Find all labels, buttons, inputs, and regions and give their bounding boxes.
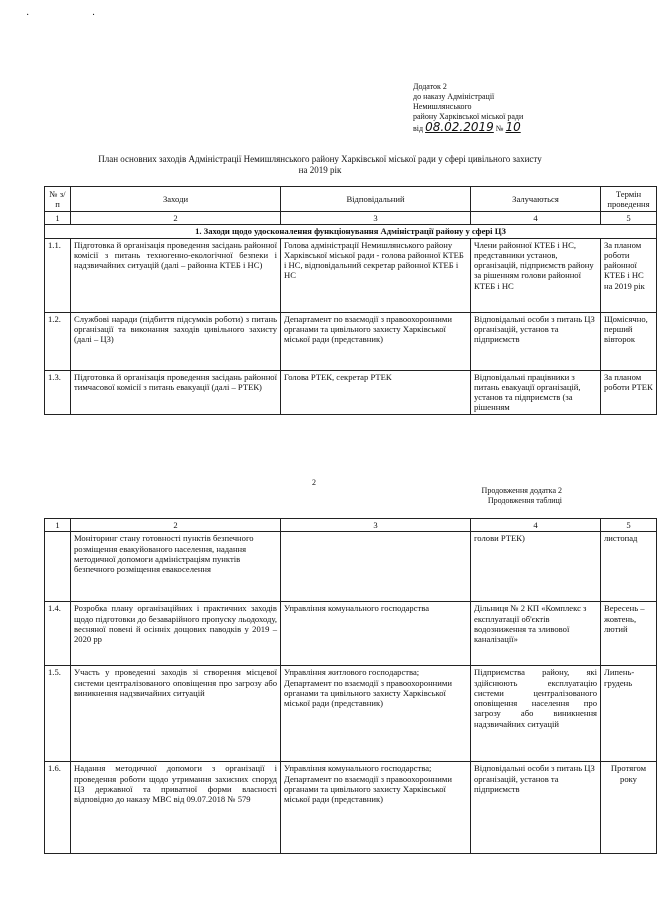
col-number: 2: [71, 212, 281, 225]
row-measure: Участь у проведенні заходів зі створення місцевої системи централізованого оповіщення про загрозу або виникнення надзвичайних ситуацій: [71, 666, 281, 762]
row-involved: Відповідальні особи з питань ЦЗ організацій, установ та підприємств: [471, 762, 601, 854]
row-involved: Підприємства району, які здійснюють експлуатацію системи централізованого оповіщення населення про загрозу або виникнення надзвичайних ситуацій: [471, 666, 601, 762]
row-involved: Відповідальні особи з питань ЦЗ організацій, установ та підприємств: [471, 312, 601, 370]
col-number: 2: [71, 519, 281, 532]
row-num: 1.5.: [45, 666, 71, 762]
row-measure: Моніторинг стану готовності пунктів безпечного розміщення евакуйованого населення, надання методичної допомоги адміністраціям пунктів безпечного розміщення евакоселення: [71, 532, 281, 602]
table-row: [45, 602, 657, 666]
row-num: 1.3.: [45, 370, 71, 414]
document-title: [40, 154, 600, 176]
row-term: За планом роботи РТЕК: [601, 370, 657, 414]
row-num: 1.4.: [45, 602, 71, 666]
header-measures: Заходи: [71, 187, 281, 212]
col-number: 1: [45, 212, 71, 225]
table-row: [45, 532, 657, 602]
continuation-note: [440, 486, 562, 506]
row-involved: Члени районної КТЕБ і НС, представники установ, організацій, підприємств району за рішенням голови районної КТЕБ і НС: [471, 238, 601, 312]
row-num: 1.2.: [45, 312, 71, 370]
row-involved: голови РТЕК): [471, 532, 601, 602]
column-numbers-row: [45, 212, 657, 225]
row-responsible: Управління комунального господарства; Департамент по взаємодії з правоохоронними органами та цивільного захисту Харківської міської ради (представник): [281, 762, 471, 854]
page-number: 2: [312, 478, 316, 487]
annex-district-line: Немишлянського: [413, 102, 472, 111]
row-involved: Відповідальні працівники з питань евакуації організацій, установ та підприємств (за рішенням: [471, 370, 601, 414]
row-involved: Дільниця № 2 КП «Комплекс з експлуатації об'єктів водозниження та зливової каналізації»: [471, 602, 601, 666]
row-responsible: Голова адміністрації Немишлянського району Харківської міської ради - голова районної КТЕБ і НС, відповідальний секретар районної КТЕБ і НС: [281, 238, 471, 312]
row-measure: Надання методичної допомоги з організації і проведення роботи щодо утримання захисних споруд ЦЗ державної та приватної форми власності відповідно до наказу МВС від 09.07.2018 № 579: [71, 762, 281, 854]
col-number: 4: [471, 519, 601, 532]
order-date: 08.02.2019: [425, 120, 494, 134]
row-responsible: [281, 532, 471, 602]
row-responsible: Департамент по взаємодії з правоохоронними органами та цивільного захисту Харківської міської ради (представник): [281, 312, 471, 370]
scan-specks: · ·: [26, 10, 126, 21]
row-term: Липень-грудень: [601, 666, 657, 762]
col-number: 5: [601, 519, 657, 532]
table-row: [45, 762, 657, 854]
col-number: 1: [45, 519, 71, 532]
row-responsible: Управління житлового господарства; Департамент по взаємодії з правоохоронними органами та цивільного захисту Харківської міської ради (представник): [281, 666, 471, 762]
row-term: Вересень – жовтень, лютий: [601, 602, 657, 666]
annex-header: [413, 82, 523, 134]
table-row: [45, 370, 657, 414]
annex-order-line: до наказу Адміністрації: [413, 92, 495, 101]
title-line-2: на 2019 рік: [298, 165, 342, 175]
number-prefix: №: [495, 124, 504, 133]
row-measure: Підготовка й організація проведення засідань районної тимчасової комісії з питань евакуації (далі – РТЕК): [71, 370, 281, 414]
row-measure: Службові наради (підбиття підсумків роботи) з питань організації та виконання заходів цивільного захисту (далі – ЦЗ): [71, 312, 281, 370]
continuation-table: Продовження таблиці: [487, 496, 562, 505]
header-responsible: Відповідальний: [281, 187, 471, 212]
row-responsible: Управління комунального господарства: [281, 602, 471, 666]
date-prefix: від: [413, 124, 424, 133]
annex-title: Додаток 2: [413, 82, 447, 91]
row-term: листопад: [601, 532, 657, 602]
row-num: [45, 532, 71, 602]
row-responsible: Голова РТЕК, секретар РТЕК: [281, 370, 471, 414]
row-term: За планом роботи районної КТЕБ і НС на 2019 рік: [601, 238, 657, 312]
table-header-row: [45, 187, 657, 212]
section-title: 1. Заходи щодо удосконалення функціонування Адміністрації району у сфері ЦЗ: [45, 225, 657, 238]
row-term: Протягом року: [601, 762, 657, 854]
order-number: 10: [505, 120, 521, 134]
table-row: [45, 666, 657, 762]
plan-table-page1: [44, 186, 657, 415]
header-num: № з/п: [45, 187, 71, 212]
table-row: [45, 312, 657, 370]
row-measure: Розробка плану організаційних і практичних заходів щодо підготовки до безаварійного пропуску льодоходу, весняної повені й осінніх дощових паводків у 2019 – 2020 рр: [71, 602, 281, 666]
annex-date-line: [413, 122, 523, 134]
header-term: Термін проведення: [601, 187, 657, 212]
row-num: 1.6.: [45, 762, 71, 854]
title-line-1: План основних заходів Адміністрації Немишлянського району Харківської міської ради у сфері цивільного захисту: [98, 154, 542, 164]
col-number: 4: [471, 212, 601, 225]
header-involved: Залучаються: [471, 187, 601, 212]
table-row: [45, 238, 657, 312]
column-numbers-row: [45, 519, 657, 532]
row-measure: Підготовка й організація проведення засідань районної комісії з питань техногенно-екологічної безпеки і надзвичайних ситуацій (далі – районна КТЕБ і НС): [71, 238, 281, 312]
plan-table-page2: [44, 518, 657, 854]
col-number: 5: [601, 212, 657, 225]
continuation-annex: Продовження додатка 2: [481, 486, 562, 495]
annex-council-line: району Харківської міської ради: [413, 112, 524, 121]
row-num: 1.1.: [45, 238, 71, 312]
col-number: 3: [281, 212, 471, 225]
col-number: 3: [281, 519, 471, 532]
section-row: [45, 225, 657, 238]
row-term: Щомісячно, перший вівторок: [601, 312, 657, 370]
